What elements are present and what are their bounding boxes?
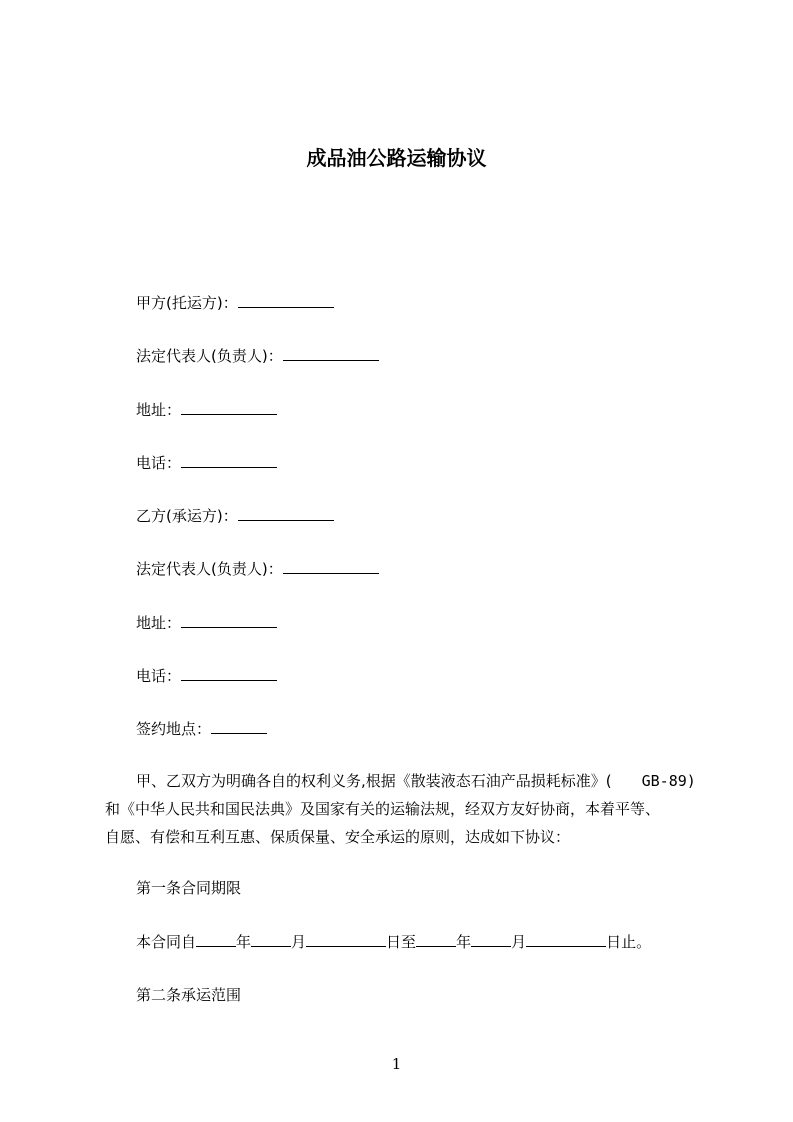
party-b-rep-label: 法定代表人(负责人)：	[136, 560, 283, 578]
party-b-address-label: 地址：	[136, 614, 182, 632]
party-a-address-label: 地址：	[136, 401, 182, 419]
party-b-line	[136, 505, 334, 526]
preamble-line-2: 和《中华人民共和国民法典》及国家有关的运输法规，经双方友好协商，本着平等、	[105, 800, 661, 818]
party-b-phone-blank[interactable]	[181, 665, 277, 681]
party-a-rep-blank[interactable]	[283, 345, 379, 361]
preamble-line-1-text: 甲、乙双方为明确各自的权利义务,根据《散装液态石油产品损耗标准》(	[136, 772, 612, 790]
end-day-blank[interactable]	[526, 931, 606, 947]
party-b-phone-line	[136, 665, 277, 686]
party-b-address-blank[interactable]	[181, 612, 277, 628]
signing-place-blank[interactable]	[211, 718, 267, 734]
preamble-standard-ref: GB-89)	[641, 772, 696, 790]
party-b-address-line	[136, 612, 277, 633]
start-year-blank[interactable]	[196, 931, 236, 947]
contract-term-line	[136, 931, 651, 952]
party-a-address-blank[interactable]	[181, 399, 277, 415]
end-month-blank[interactable]	[471, 931, 511, 947]
party-a-address-line	[136, 399, 277, 420]
end-year-blank[interactable]	[416, 931, 456, 947]
signing-place-label: 签约地点：	[136, 720, 212, 738]
party-b-rep-blank[interactable]	[283, 558, 379, 574]
party-b-phone-label: 电话：	[136, 667, 182, 685]
document-title: 成品油公路运输协议	[306, 146, 487, 170]
term-year-1: 年	[236, 933, 252, 951]
party-b-rep-line	[136, 558, 379, 579]
party-b-blank[interactable]	[238, 505, 334, 521]
start-month-blank[interactable]	[251, 931, 291, 947]
party-a-blank[interactable]	[238, 292, 334, 308]
party-a-rep-line	[136, 345, 379, 366]
party-a-phone-blank[interactable]	[181, 452, 277, 468]
signing-place-line	[136, 718, 267, 739]
term-month-1: 月	[291, 933, 307, 951]
term-end-text: 日止。	[606, 933, 652, 951]
article-1-heading: 第一条合同期限	[136, 879, 242, 897]
preamble-line-3: 自愿、有偿和互利互惠、保质保量、安全承运的原则，达成如下协议：	[105, 828, 571, 846]
term-year-2: 年	[456, 933, 472, 951]
term-start-text: 本合同自	[136, 933, 197, 951]
party-b-label: 乙方(承运方)：	[136, 507, 238, 525]
party-a-label: 甲方(托运方)：	[136, 294, 238, 312]
term-month-2: 月	[511, 933, 527, 951]
party-a-phone-line	[136, 452, 277, 473]
preamble-paragraph	[105, 771, 705, 855]
term-day-to: 日至	[386, 933, 417, 951]
party-a-phone-label: 电话：	[136, 454, 182, 472]
page-number: 1	[391, 1055, 402, 1073]
party-a-line	[136, 292, 334, 313]
party-a-rep-label: 法定代表人(负责人)：	[136, 347, 283, 365]
preamble-line-1	[105, 771, 705, 799]
article-2-heading: 第二条承运范围	[136, 986, 242, 1004]
start-day-blank[interactable]	[306, 931, 386, 947]
